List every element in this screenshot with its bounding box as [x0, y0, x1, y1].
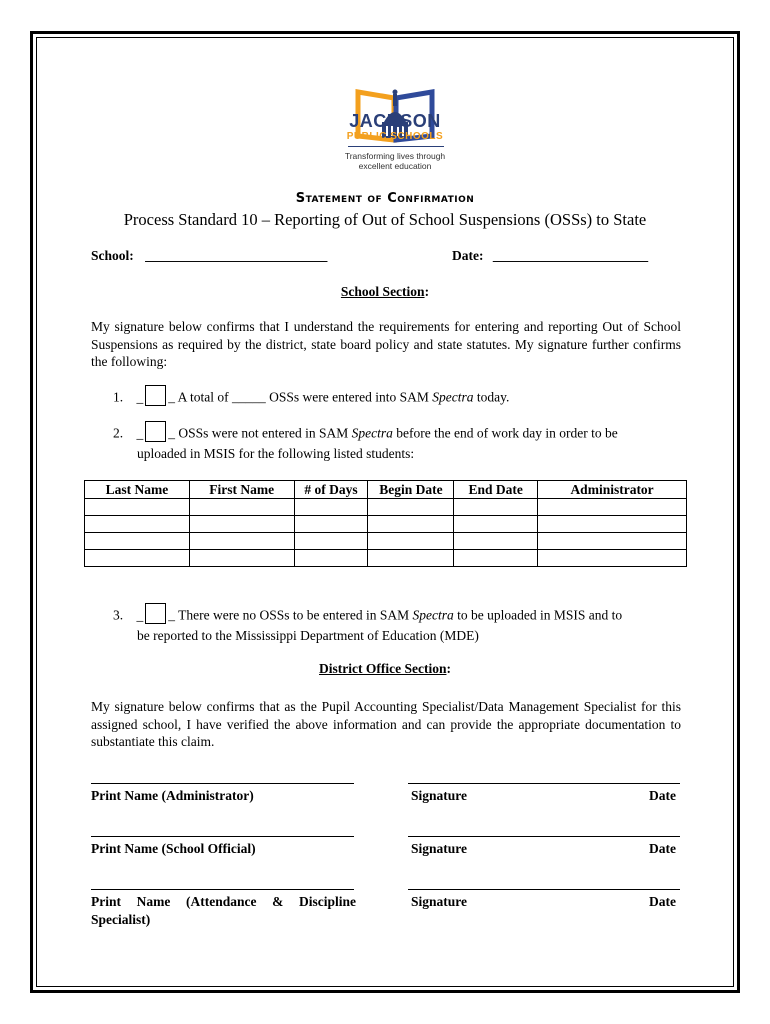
- item-3-text: _ There were no OSSs to be entered in SAM: [168, 607, 413, 623]
- header-begin-date: Begin Date: [368, 481, 454, 499]
- item-2: [113, 424, 683, 463]
- signature-label-2: Signature: [411, 841, 468, 856]
- item-2-number: 2.: [113, 425, 124, 441]
- table-cell[interactable]: [189, 533, 294, 550]
- document-subheading: Process Standard 10 – Reporting of Out of School Suspensions (OSSs) to State: [123, 210, 647, 229]
- date-label-1: Date: [649, 788, 676, 803]
- table-cell[interactable]: [189, 516, 294, 533]
- item-3-italic: Spectra: [412, 607, 454, 623]
- table-cell[interactable]: [368, 516, 454, 533]
- district-section-title: [85, 661, 685, 677]
- item-2-checkbox[interactable]: [145, 421, 166, 442]
- school-blank[interactable]: ___________________________: [145, 248, 328, 263]
- signature-line-3[interactable]: [408, 889, 680, 890]
- table-row: [85, 533, 687, 550]
- table-cell[interactable]: [85, 499, 190, 516]
- school-section-title-text: School Section: [340, 284, 425, 299]
- item-3-checkbox[interactable]: [145, 603, 166, 624]
- table-header-row: [85, 481, 687, 499]
- signature-line-2[interactable]: [408, 836, 680, 837]
- table-cell[interactable]: [538, 533, 687, 550]
- item-3: [113, 606, 683, 645]
- logo-divider: [348, 146, 444, 147]
- item-2-text: _ OSSs were not entered in SAM: [168, 425, 352, 441]
- logo-subname: PUBLIC SCHOOLS: [346, 131, 444, 142]
- header-end-date: End Date: [454, 481, 538, 499]
- school-section-title-colon: :: [424, 284, 430, 299]
- item-1: [113, 388, 509, 409]
- logo-name: JACKSON: [349, 111, 441, 131]
- school-label: School:: [91, 248, 134, 263]
- table-cell[interactable]: [454, 516, 538, 533]
- table-row: [85, 516, 687, 533]
- table-cell[interactable]: [294, 516, 368, 533]
- table-cell[interactable]: [189, 499, 294, 516]
- item-1-italic: Spectra: [432, 389, 474, 405]
- item-1-checkbox[interactable]: [145, 385, 166, 406]
- signature-label-3: Signature: [411, 894, 468, 909]
- item-1-number: 1.: [113, 389, 124, 405]
- document-heading: Statement of Confirmation: [295, 191, 475, 206]
- table-cell[interactable]: [538, 550, 687, 567]
- table-cell[interactable]: [85, 516, 190, 533]
- district-section-intro: My signature below confirms that as the Pupil Accounting Specialist/Data Management Specialist for this assigned school, I have verified the above information and can provide the appropriate documentation to substantiate this claim.: [91, 699, 681, 749]
- header-last-name: Last Name: [85, 481, 190, 499]
- print-name-label-3: Print Name (Attendance & Discipline Specialist): [91, 894, 356, 927]
- table-cell[interactable]: [85, 533, 190, 550]
- date-label-2: Date: [649, 841, 676, 856]
- table-row: [85, 550, 687, 567]
- date-label-3: Date: [649, 894, 676, 909]
- print-name-label-1: Print Name (Administrator): [91, 788, 254, 803]
- item-3-line2: be reported to the Mississippi Department of Education (MDE): [137, 628, 479, 643]
- table-cell[interactable]: [538, 499, 687, 516]
- item-2-end: before the end of work day in order to be: [392, 425, 618, 441]
- table-cell[interactable]: [368, 533, 454, 550]
- school-section-intro: My signature below confirms that I understand the requirements for entering and reporting Out of School Suspensions as required by the district, state board policy and state statutes. My signature further confirms the following:: [91, 319, 681, 369]
- date-field[interactable]: [452, 248, 648, 264]
- school-section-title: [85, 284, 685, 300]
- table-cell[interactable]: [454, 550, 538, 567]
- print-name-line-3[interactable]: [91, 889, 354, 890]
- header-first-name: First Name: [189, 481, 294, 499]
- header-days: # of Days: [294, 481, 368, 499]
- item-3-pre: _: [136, 607, 144, 623]
- logo-tagline: Transforming lives through excellent education: [344, 151, 446, 171]
- print-name-line-2[interactable]: [91, 836, 354, 837]
- table-cell[interactable]: [368, 499, 454, 516]
- item-1-text: _ A total of _____ OSSs were entered into SAM: [168, 389, 433, 405]
- students-table: [84, 480, 687, 567]
- district-section-title-text: District Office Section: [319, 661, 447, 676]
- item-1-end: today.: [473, 389, 510, 405]
- table-cell[interactable]: [368, 550, 454, 567]
- district-section-title-colon: :: [446, 661, 451, 676]
- table-cell[interactable]: [294, 550, 368, 567]
- item-3-number: 3.: [113, 607, 124, 623]
- table-cell[interactable]: [85, 550, 190, 567]
- print-name-line-1[interactable]: [91, 783, 354, 784]
- table-cell[interactable]: [294, 533, 368, 550]
- signature-label-1: Signature: [411, 788, 468, 803]
- table-cell[interactable]: [189, 550, 294, 567]
- table-cell[interactable]: [454, 533, 538, 550]
- table-cell[interactable]: [294, 499, 368, 516]
- header-administrator: Administrator: [538, 481, 687, 499]
- item-1-pre: _: [136, 389, 144, 405]
- item-3-end: to be uploaded in MSIS and to: [453, 607, 623, 623]
- signature-line-1[interactable]: [408, 783, 680, 784]
- date-label: Date:: [452, 248, 484, 263]
- table-row: [85, 499, 687, 516]
- item-2-italic: Spectra: [351, 425, 393, 441]
- school-field[interactable]: [91, 248, 327, 264]
- print-name-label-2: Print Name (School Official): [91, 841, 256, 856]
- date-blank[interactable]: _______________________: [492, 248, 649, 263]
- table-cell[interactable]: [538, 516, 687, 533]
- item-2-pre: _: [136, 425, 144, 441]
- table-cell[interactable]: [454, 499, 538, 516]
- item-2-line2: uploaded in MSIS for the following listed students:: [137, 446, 415, 461]
